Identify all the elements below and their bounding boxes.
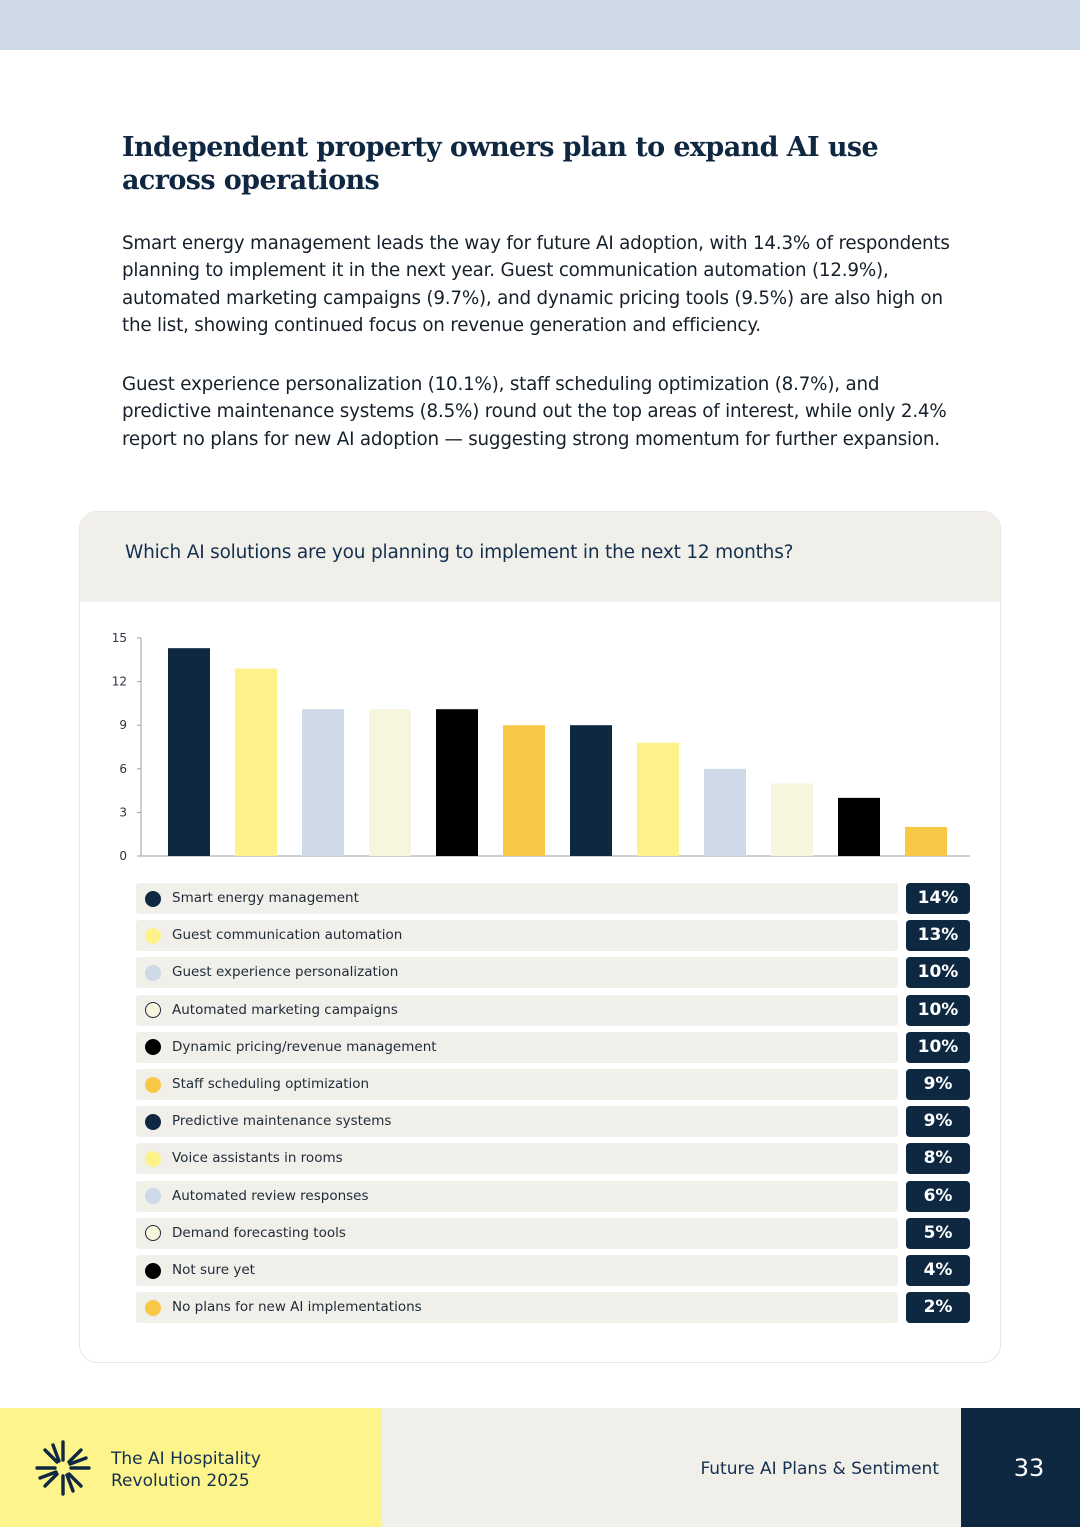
legend-swatch [145, 965, 161, 981]
legend-swatch [145, 1002, 161, 1018]
legend-label: Smart energy management [172, 890, 359, 906]
bar-chart [80, 512, 1000, 872]
bar-10 [771, 783, 813, 856]
legend-label: Predictive maintenance systems [172, 1113, 392, 1130]
bar-4 [369, 709, 411, 856]
value-badge: 10% [906, 957, 970, 988]
legend-label: No plans for new AI implementations [172, 1299, 422, 1316]
legend-row [136, 1143, 970, 1174]
legend-row [136, 995, 970, 1026]
value-badge: 14% [906, 883, 970, 914]
legend-swatch [145, 1151, 161, 1167]
chart-card [79, 511, 1001, 1363]
legend-row [136, 1106, 970, 1137]
legend-row [136, 1069, 970, 1100]
value-badge: 8% [906, 1143, 970, 1174]
intro-paragraph-2: Guest experience personalization (10.1%), staff scheduling optimization (8.7%), and predictive maintenance systems (8.5%) round out the top areas of interest, while only 2.4% report no plans for new AI adoption — suggesting strong momentum for further expansion. [122, 374, 947, 450]
legend-swatch [145, 928, 161, 944]
footer-brand-line-2: Revolution 2025 [111, 1471, 250, 1491]
y-tick-label: 6 [119, 761, 127, 776]
legend-label: Demand forecasting tools [172, 1224, 346, 1241]
page-footer [0, 1408, 1080, 1527]
footer-brand-line-1: The AI Hospitality [111, 1449, 261, 1469]
y-tick-label: 12 [111, 674, 127, 689]
chart-question: Which AI solutions are you planning to implement in the next 12 months? [125, 542, 794, 563]
value-badge: 4% [906, 1255, 970, 1286]
legend-swatch [145, 1114, 161, 1130]
legend-label: Guest experience personalization [172, 964, 399, 981]
y-tick-label: 3 [119, 805, 127, 820]
value-badge: 13% [906, 920, 970, 951]
legend-label: Dynamic pricing/revenue management [172, 1038, 437, 1055]
legend-label: Voice assistants in rooms [172, 1150, 343, 1167]
value-badge: 10% [906, 995, 970, 1026]
legend-row [136, 1218, 970, 1249]
value-badge: 6% [906, 1181, 970, 1212]
legend-label: Automated marketing campaigns [172, 1001, 398, 1018]
value-badge: 2% [906, 1292, 970, 1323]
footer-brand [111, 1448, 261, 1492]
legend-row [136, 957, 970, 988]
legend-row [136, 1292, 970, 1323]
legend-label: Automated review responses [172, 1187, 369, 1204]
bar-1 [168, 648, 210, 856]
legend-row [136, 1032, 970, 1063]
starburst-logo-icon [34, 1439, 92, 1497]
page-number: 33 [1013, 1454, 1045, 1482]
legend-swatch [145, 1188, 161, 1204]
value-badge: 9% [906, 1106, 970, 1137]
legend-row [136, 920, 970, 951]
value-badge: 5% [906, 1218, 970, 1249]
legend-row [136, 883, 970, 914]
top-band [0, 0, 1080, 50]
legend-label: Staff scheduling optimization [172, 1076, 370, 1092]
bar-8 [637, 743, 679, 856]
legend-label: Guest communication automation [172, 927, 403, 944]
value-badge: 10% [906, 1032, 970, 1063]
bar-6 [503, 725, 545, 856]
bar-7 [570, 725, 612, 856]
legend-row [136, 1255, 970, 1286]
legend-swatch [145, 1300, 161, 1316]
y-tick-label: 9 [119, 718, 127, 733]
legend-swatch [145, 891, 161, 907]
page-title: Independent property owners plan to expand AI use across operations [122, 132, 879, 196]
legend-label: Not sure yet [172, 1262, 255, 1278]
legend-swatch [145, 1077, 161, 1093]
bar-5 [436, 709, 478, 856]
y-tick-label: 0 [119, 849, 127, 863]
bar-2 [235, 669, 277, 856]
footer-section-name: Future AI Plans & Sentiment [700, 1459, 939, 1479]
bar-3 [302, 709, 344, 856]
legend-row [136, 1181, 970, 1212]
value-badge: 9% [906, 1069, 970, 1100]
y-tick-label: 15 [111, 631, 127, 645]
bar-12 [905, 827, 947, 856]
intro-paragraph-1: Smart energy management leads the way for future AI adoption, with 14.3% of respondents planning to implement it in the next year. Guest communication automation (12.9%), automated marketing campaigns (9.7%), and dynamic pricing tools (9.5%) are also high on the list, showing continued focus on revenue generation and efficiency. [122, 233, 950, 336]
bar-9 [704, 769, 746, 856]
bar-11 [838, 798, 880, 856]
legend-swatch [145, 1263, 161, 1279]
